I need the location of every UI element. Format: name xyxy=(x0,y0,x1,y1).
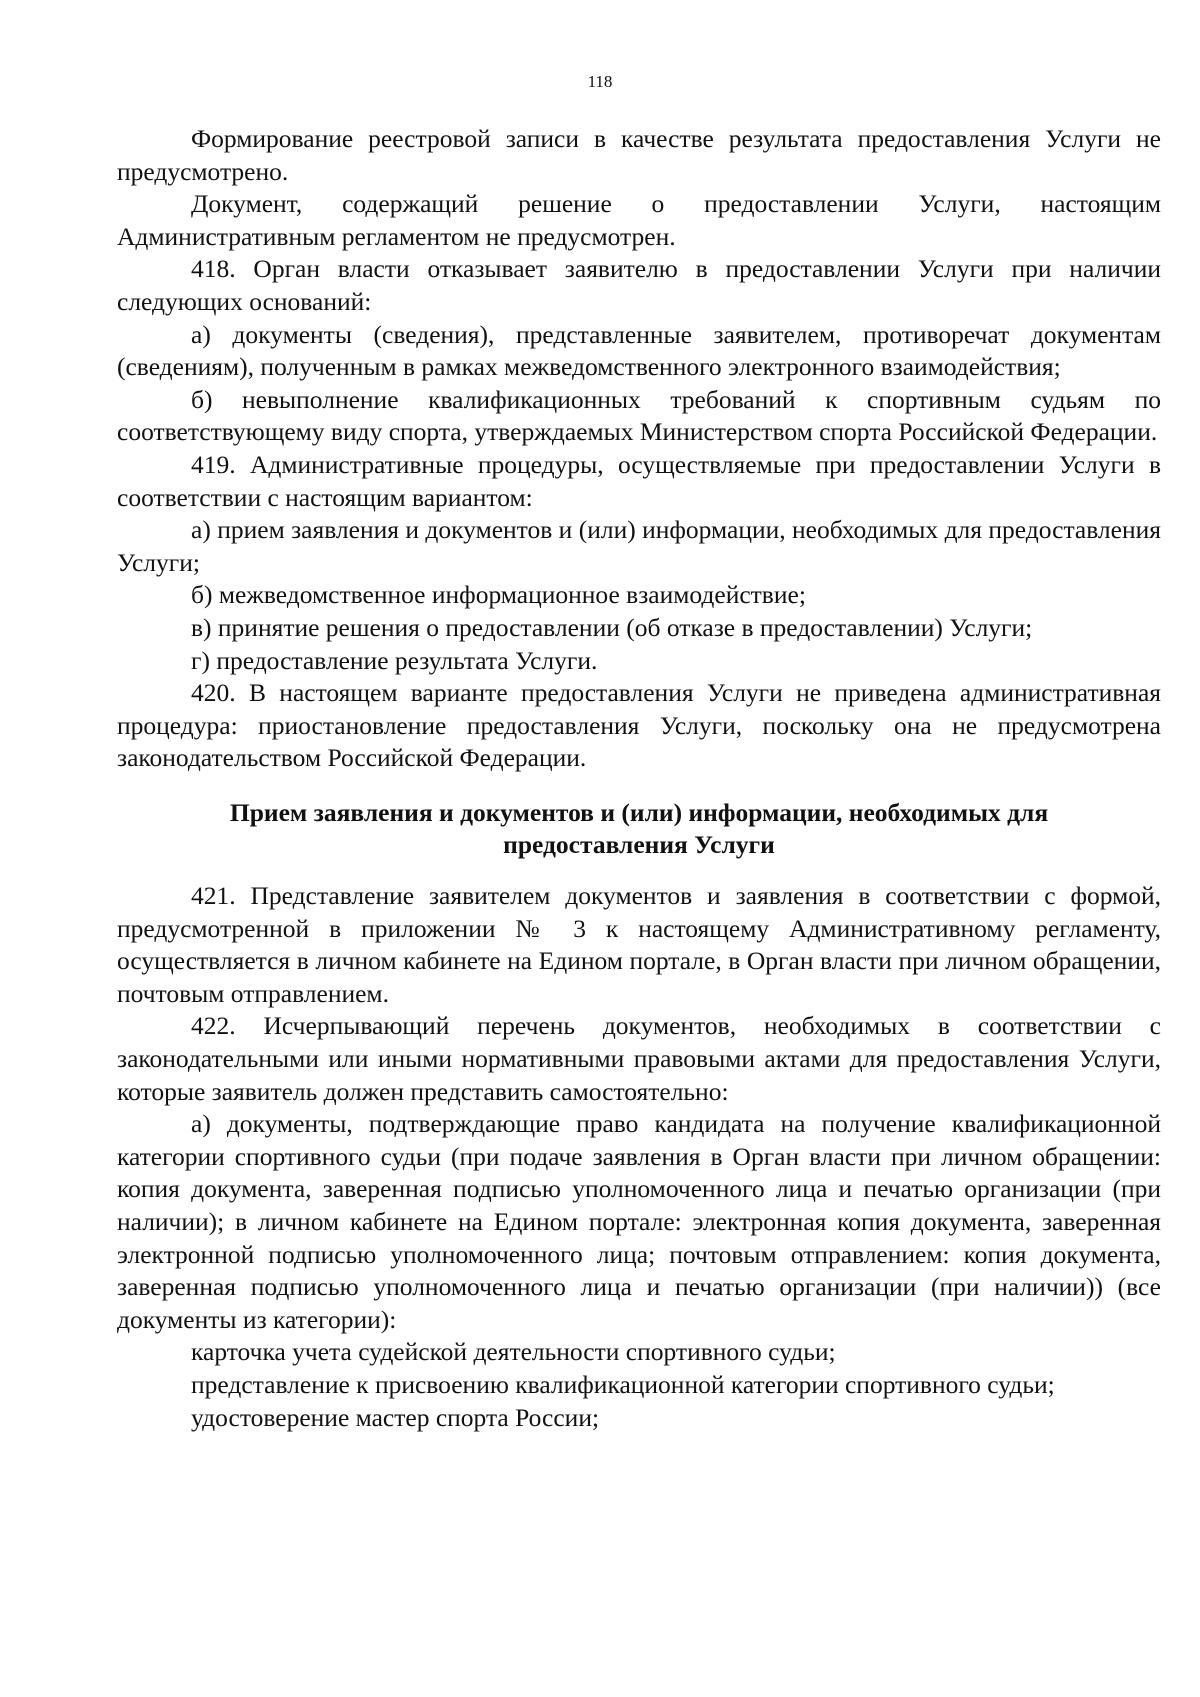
paragraph: б) невыполнение квалификационных требований к спортивным судьям по соответствующему виду спорта, утверждаемых Министерством спорта Российской Федерации. xyxy=(117,384,1161,447)
paragraph: 421. Представление заявителем документов и заявления в соответствии с формой, предусмотренной в приложении № 3 к настоящему Административному регламенту, осуществляется в личном кабинете на Едином портале, в Орган власти при личном обращении, почтовым отправлением. xyxy=(117,881,1161,1008)
list-item: удостоверение мастер спорта России; xyxy=(191,1402,600,1432)
list-item: карточка учета судейской деятельности спортивного судьи; xyxy=(191,1337,836,1367)
paragraph: 420. В настоящем варианте предоставления Услуги не приведена административная процедура: приостановление предоставления Услуги, поскольку она не предусмотрена законодательством Российской Федерации. xyxy=(117,678,1161,773)
document-body xyxy=(117,123,1161,1434)
paragraph: в) принятие решения о предоставлении (об отказе в предоставлении) Услуги; xyxy=(191,612,1033,642)
list-item: представление к присвоению квалификационной категории спортивного судьи; xyxy=(191,1369,1055,1399)
paragraph: а) прием заявления и документов и (или) информации, необходимых для предоставления Услуги; xyxy=(117,515,1161,577)
paragraph: а) документы (сведения), представленные заявителем, противоречат документам (сведениям), полученным в рамках межведомственного электронного взаимодействия; xyxy=(117,319,1161,382)
paragraph: б) межведомственное информационное взаимодействие; xyxy=(191,580,806,610)
section-heading: Прием заявления и документов и (или) информации, необходимых для предоставления Услуги xyxy=(229,797,1049,860)
paragraph: Формирование реестровой записи в качестве результата предоставления Услуги не предусмотрено. xyxy=(117,124,1161,186)
paragraph: 418. Орган власти отказывает заявителю в предоставлении Услуги при наличии следующих оснований: xyxy=(117,254,1161,316)
paragraph: Документ, содержащий решение о предоставлении Услуги, настоящим Административным регламентом не предусмотрен. xyxy=(117,189,1161,251)
paragraph: 422. Исчерпывающий перечень документов, необходимых в соответствии с законодательными или иными нормативными правовыми актами для предоставления Услуги, которые заявитель должен представить самостоятельно: xyxy=(117,1011,1161,1106)
paragraph: г) предоставление результата Услуги. xyxy=(191,645,598,675)
paragraph: 419. Административные процедуры, осуществляемые при предоставлении Услуги в соответствии с настоящим вариантом: xyxy=(117,449,1161,512)
page-number: 118 xyxy=(587,72,613,91)
paragraph: а) документы, подтверждающие право кандидата на получение квалификационной категории спортивного судьи (при подаче заявления в Орган власти при личном обращении: копия документа, заверенная подписью уполномоченного лица и печатью организации (при наличии); в личном кабинете на Едином портале: электронная копия документа, заверенная электронной подписью уполномоченного лица; почтовым отправлением: копия документа, заверенная подписью уполномоченного лица и печатью организации (при наличии)) (все документы из категории): xyxy=(117,1109,1161,1334)
